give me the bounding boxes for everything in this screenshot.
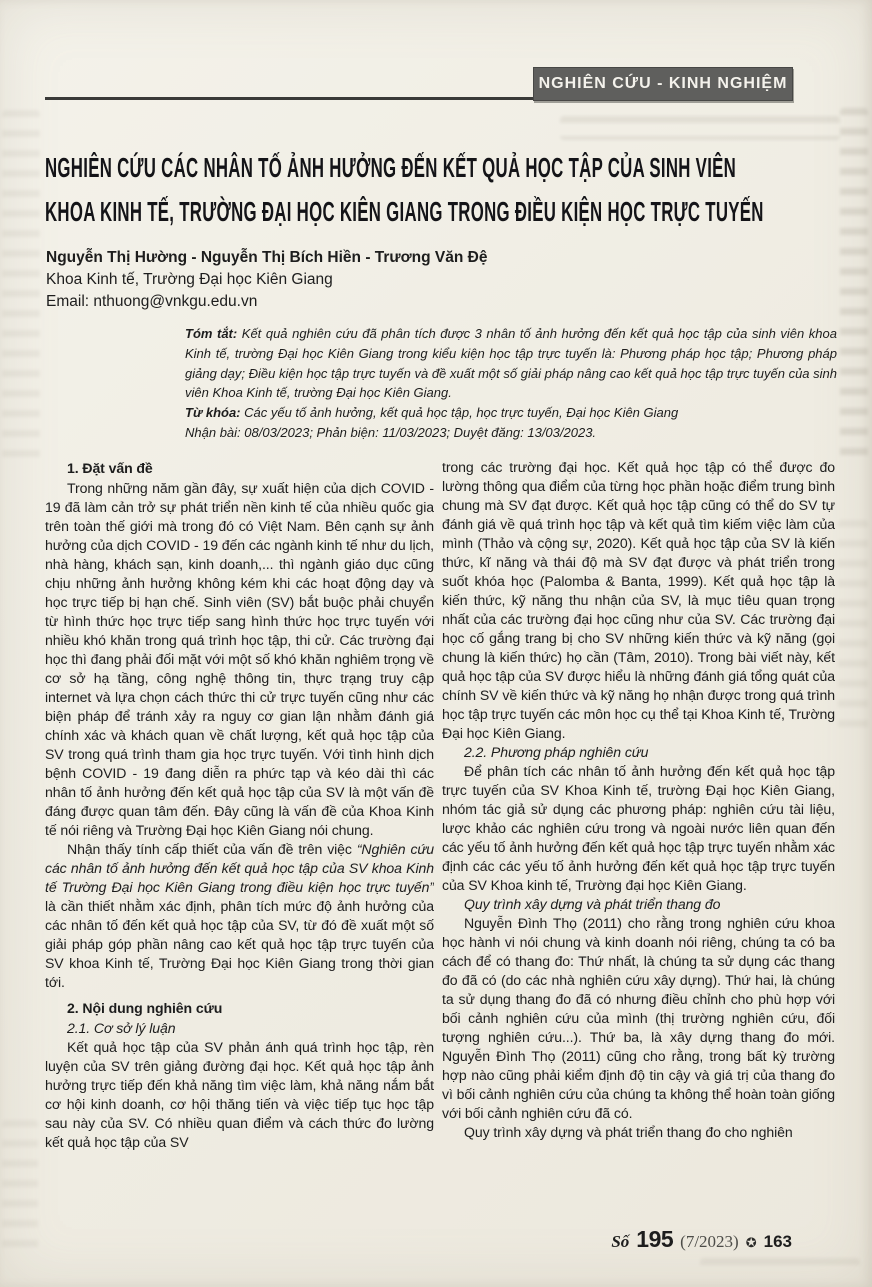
keywords-text: Các yếu tố ảnh hưởng, kết quả học tập, học trực tuyến, Đại học Kiên Giang bbox=[240, 405, 679, 421]
paragraph-text: là cần thiết nhằm xác định, phân tích mức độ ảnh hưởng của các nhân tố đến kết quả học tập của SV, từ đó đề xuất một số giải pháp góp phần nâng cao kết quả học tập trực tuyến của SV khoa Kinh tế, Trường Đại học Kiên Giang trong thời gian tới. bbox=[45, 898, 434, 990]
email: Email: nthuong@vnkgu.edu.vn bbox=[46, 293, 258, 310]
subsection-heading-2-2: 2.2. Phương pháp nghiên cứu bbox=[464, 744, 649, 760]
inline-quote: “Nghiên cứu các nhân tố ảnh hưởng đến kết quả học tập của SV khoa Kinh tế Trường Đại học Kiên Giang trong điều kiện học trực tuyến” bbox=[45, 841, 434, 895]
abstract bbox=[185, 324, 837, 403]
paragraph: Trong những năm gần đây, sự xuất hiện của dịch COVID - 19 đã làm cản trở sự phát triển nền kinh tế của nhiều quốc gia trên toàn thế giới mà trong đó có Việt Nam. Bên cạnh sự ảnh hưởng của dịch COVID - 19 đến các ngành kinh tế như du lịch, nhà hàng, khách sạn, kinh doanh,... thì ngành giáo dục cũng chịu những ảnh hưởng không kém khi các hoạt động dạy và học trực tiếp bị hạn chế. Sinh viên (SV) bắt buộc phải chuyển từ hình thức học trực tiếp sang hình thức học trực tuyến với nhiều khó khăn trong quá trình học tập, thi cử. Các trường đại học thì đang phải đối mặt với một số khó khăn nghiêm trọng về cơ sở hạ tầng, công nghệ thông tin, thực trạng truy cập internet và lựa chọn cách thức thi cử trực tuyến cũng như các biện pháp để tránh xảy ra nguy cơ gian lận nhằm đánh giá chính xác và khách quan về chất lượng, kết quả học tập của SV trong quá trình tham gia học trực tuyến. Với tình hình dịch bệnh COVID - 19 đang diễn ra phức tạp và kéo dài thì các nhân tố ảnh hưởng đến kết quả học tập của SV là một vấn đề đáng được quan tâm đến. Đây cũng là vấn đề của Khoa Kinh tế nói riêng và Trường Đại học Kiên Giang nói chung. bbox=[45, 480, 434, 838]
keywords bbox=[185, 403, 837, 423]
page-footer bbox=[611, 1226, 792, 1253]
affiliation: Khoa Kinh tế, Trường Đại học Kiên Giang bbox=[46, 271, 333, 288]
section-badge: NGHIÊN CỨU - KINH NGHIỆM bbox=[533, 67, 793, 101]
authors: Nguyễn Thị Hường - Nguyễn Thị Bích Hiền - Trương Văn Đệ bbox=[46, 249, 488, 266]
bleed-through-artifact bbox=[838, 520, 868, 740]
bleed-through-artifact bbox=[700, 1258, 860, 1276]
byline-block bbox=[46, 247, 566, 313]
issue-number: 195 bbox=[636, 1226, 674, 1252]
footer-ornament-icon: ✪ bbox=[745, 1235, 757, 1250]
article-title-line1: NGHIÊN CỨU CÁC NHÂN TỐ ẢNH HƯỞNG ĐẾN KẾT QUẢ HỌC TẬP CỦA SINH VIÊN bbox=[45, 152, 737, 183]
review-dates: Nhận bài: 08/03/2023; Phản biện: 11/03/2023; Duyệt đăng: 13/03/2023. bbox=[185, 424, 597, 440]
section-heading-1: 1. Đặt vấn đề bbox=[67, 460, 153, 476]
issue-date: (7/2023) bbox=[680, 1232, 739, 1251]
paragraph: Kết quả học tập của SV phản ánh quá trình học tập, rèn luyện của SV trên giảng đường đại học. Kết quả học tập ảnh hưởng trực tiếp đến khả năng tìm việc làm, khả năng nắm bắt cơ hội kinh doanh, cơ hội thăng tiến và việc tiếp tục học tập sau này của SV. Có nhiều quan điểm và cách thức đo lường kết quả học tập của SV bbox=[45, 1039, 434, 1150]
subsection-heading-2-1: 2.1. Cơ sở lý luận bbox=[67, 1020, 176, 1036]
paragraph: Nguyễn Đình Thọ (2011) cho rằng trong nghiên cứu khoa học hành vi nói chung và kinh doanh nói riêng, chúng ta có ba cách để có thang đo: Thứ nhất, là chúng ta sử dụng các thang đo đã có (do các nhà nghiên cứu xây dựng). Thứ hai, là chúng ta sử dụng thang đo đã có nhưng điều chỉnh cho phù hợp với bối cảnh nghiên cứu của mình (thị trường nghiên cứu, đối tượng nghiên cứu...). Thứ ba, là xây dựng thang đo mới. Nguyễn Đình Thọ (2011) cũng cho rằng, trong bất kỳ trường hợp nào cũng phải kiểm định độ tin cậy và giá trị của thang đo vì bối cảnh nghiên cứu của chúng ta không thể hoàn toàn giống với bối cảnh nghiên cứu đã có. bbox=[442, 915, 835, 1121]
paragraph bbox=[45, 840, 434, 992]
article-title bbox=[45, 146, 764, 234]
body-column-right bbox=[442, 458, 835, 1220]
page-number: 163 bbox=[763, 1232, 792, 1251]
paragraph: trong các trường đại học. Kết quả học tập có thể được đo lường thông qua điểm của từng học phần hoặc điểm trung bình chung mà SV đạt được. Kết quả học tập cũng có thể do SV tự đánh giá về quá trình học tập và kết quả tìm kiếm việc làm của mình (Thảo và cộng sự, 2020). Kết quả học tập của SV là kiến thức, kĩ năng và thái độ mà SV đạt được và phát triển trong suốt khóa học (Palomba & Banta, 1999). Kết quả học tập là kiến thức, kỹ năng thu nhận của SV, là mục tiêu quan trọng nhất của các trường đại học cũng như của SV. Các trường đại học cố gắng trang bị cho SV những kiến thức và kỹ năng (gọi chung là kiến thức) họ cần (Tâm, 2010). Trong bài viết này, kết quả học tập của SV được hiểu là những đánh giá tổng quát của chính SV về kiến thức và kỹ năng họ nhận được trong quá trình học tập trực tuyến các môn học cụ thể tại Khoa Kinh tế, Trường Đại học Kiên Giang. bbox=[442, 459, 835, 741]
keywords-label: Từ khóa: bbox=[185, 405, 241, 421]
section-heading-2: 2. Nội dung nghiên cứu bbox=[67, 1000, 223, 1016]
abstract-block bbox=[185, 324, 837, 443]
paragraph: Để phân tích các nhân tố ảnh hưởng đến kết quả học tập trực tuyến của SV Khoa Kinh tế, trường Đại học Kiên Giang, nhóm tác giả sử dụng các phương pháp: nghiên cứu tài liệu, lược khảo các nghiên cứu trong và ngoài nước liên quan đến các yếu tố ảnh hưởng đến kết quả học tập trực tuyến nhằm xác định các các yếu tố ảnh hưởng đến kết quả học tập trực tuyến của SV Khoa kinh tế, Trường đại học Kiên Giang. bbox=[442, 763, 835, 893]
header-rule bbox=[45, 97, 537, 100]
article-title-line2: KHOA KINH TẾ, TRƯỜNG ĐẠI HỌC KIÊN GIANG TRONG ĐIỀU KIỆN HỌC TRỰC TUYẾN bbox=[45, 196, 764, 227]
bleed-through-artifact bbox=[840, 108, 868, 468]
paragraph: Quy trình xây dựng và phát triển thang đo cho nghiên bbox=[464, 1124, 793, 1140]
subsection-heading-scale: Quy trình xây dựng và phát triển thang đo bbox=[464, 896, 721, 912]
issue-label: Số bbox=[611, 1232, 630, 1251]
abstract-label: Tóm tắt: bbox=[185, 326, 238, 341]
body-column-left bbox=[45, 458, 434, 1220]
abstract-text: Kết quả nghiên cứu đã phân tích được 3 nhân tố ảnh hưởng đến kết quả học tập của sinh viên khoa Kinh tế, trường Đại học Kiên Giang trong kiểu kiện học tập trực tuyến là: Phương pháp học tập; Phương pháp giảng dạy; Điều kiện học tập trực tuyến và đề xuất một số giải pháp nâng cao kết quả học tập trực tuyến của sinh viên Khoa Kinh tế, trường Đại học Kiên Giang. bbox=[185, 326, 837, 401]
bleed-through-artifact bbox=[560, 116, 840, 140]
bleed-through-artifact bbox=[2, 110, 40, 460]
bleed-through-artifact bbox=[2, 1120, 38, 1260]
paragraph-text: Nhận thấy tính cấp thiết của vấn đề trên việc bbox=[67, 841, 357, 857]
